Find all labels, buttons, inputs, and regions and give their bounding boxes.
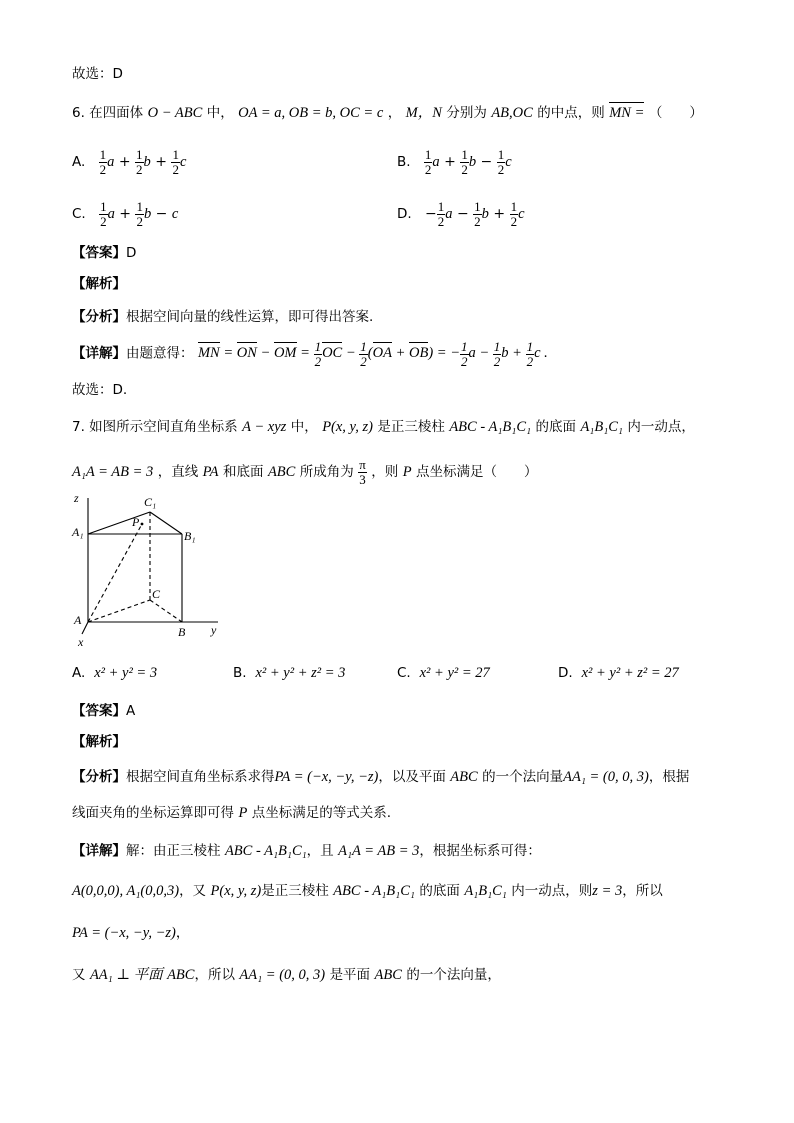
q7-option-c[interactable]: [397, 666, 490, 681]
q6-text-c: 中，: [206, 105, 234, 121]
q7-option-a[interactable]: [72, 666, 157, 681]
option-expr: x² + y² + z² = 3: [255, 665, 346, 681]
option-expr: x² + y² + z² = 27: [581, 665, 679, 681]
q7-xj-2: ，且: [306, 843, 334, 859]
q7-l2-z: z = 3: [592, 883, 623, 899]
q7-stem-line1: [72, 420, 695, 435]
q6-option-b-label: B.: [397, 154, 411, 171]
q7-fenxi-1: 根据空间直角坐标系求得: [126, 769, 275, 785]
q6-option-c-label: C.: [72, 206, 86, 223]
q7-xj-line1: [72, 844, 541, 859]
q7-fenxi-6: 点坐标满足的等式关系.: [251, 805, 392, 821]
q7-l4-c: ，所以: [194, 967, 235, 983]
q6-answer: D: [126, 245, 137, 261]
label-b1: B₁: [184, 529, 196, 543]
frac: $\frac{1}{2}$: [100, 199, 107, 229]
q7-system: A − xyz: [242, 419, 287, 435]
label-a1: A₁: [72, 525, 84, 539]
option-label: C.: [397, 665, 411, 681]
q7-fenxi-5: 线面夹角的坐标运算即可得: [72, 805, 234, 821]
prev-answer-line: 故选：D: [72, 66, 123, 82]
q7-stem-line2: [72, 458, 538, 486]
label-z: z: [74, 491, 79, 505]
answer-tag: 【答案】: [72, 245, 126, 261]
q7-text-5: 内一动点，: [627, 419, 695, 435]
q7-coords: A(0,0,0), A₁(0,0,3): [72, 883, 180, 899]
q6-fenxi-text: 根据空间向量的线性运算，即可得出答案.: [126, 309, 374, 325]
q7-option-b[interactable]: [233, 666, 345, 681]
point-p: [141, 523, 144, 526]
frac: $\frac{1}{2}$: [437, 199, 445, 229]
frac: $\frac{1}{2}$: [136, 199, 143, 229]
q7-text-9: ，则: [371, 464, 399, 481]
q7-xj-line3: [72, 926, 189, 941]
frac: $\frac{1}{2}$: [99, 147, 107, 177]
option-expr: x² + y² = 27: [419, 665, 490, 681]
label-y: y: [211, 623, 217, 637]
label-p: P: [132, 515, 140, 529]
q6-text-f: 分别为: [446, 105, 487, 121]
q6-derivation: MN = ON − OM = $\frac{1}{2}$ OC − $\frac{1}{2}$ (OA + OB) = − $\frac{1}{2}$ a − $\frac{1}{2}$ b + $\frac{1}{2}$ c .: [197, 339, 548, 369]
q6-option-b[interactable]: B. $\frac{1}{2}$ a + $\frac{1}{2}$ b − $\frac{1}{2}$ c: [397, 147, 512, 177]
frac: $\frac{1}{2}$: [461, 147, 468, 177]
edge-c-b: [150, 600, 182, 622]
q7-l2-e: 内一动点，则: [511, 883, 593, 899]
q7-fenxi-p: P: [238, 805, 248, 821]
q7-l4-b: AA₁ ⊥ 平面: [89, 967, 163, 983]
q7-fenxi-abc: ABC: [450, 769, 478, 785]
q6-stem-text: 6. 在四面体: [72, 105, 144, 121]
pi-over-3: $\frac{\pi}{3}$: [359, 457, 366, 487]
q6-points: M，N: [405, 105, 442, 121]
label-a: A: [74, 613, 82, 627]
q6-xiangjie-text: 由题意得：: [126, 345, 194, 362]
fenxi-tag: 【分析】: [72, 769, 126, 785]
q7-xj-line4: [72, 968, 501, 983]
q7-l4-abc2: ABC: [374, 967, 402, 983]
q7-l4-d: AA₁ = (0, 0, 3): [239, 967, 326, 983]
q6-conclusion: 故选：D.: [72, 382, 128, 398]
q6-option-c[interactable]: C. $\frac{1}{2}$ a + $\frac{1}{2}$ b − c: [72, 199, 179, 229]
q6-option-d[interactable]: D. − $\frac{1}{2}$ a − $\frac{1}{2}$ b + $\frac{1}{2}$ c: [397, 199, 525, 229]
frac: $\frac{1}{2}$: [424, 147, 432, 177]
q7-l3-pa: PA = (−x, −y, −z): [72, 925, 176, 941]
q7-l2-b: ，又: [179, 883, 207, 899]
q7-xj-1: 解：由正三棱柱: [126, 843, 221, 859]
label-c1: C₁: [144, 495, 157, 509]
option-label: D.: [558, 665, 573, 681]
edge-a-c: [88, 600, 150, 622]
q7-text-7: 和底面: [222, 464, 264, 481]
q7-base: A₁B₁C₁: [580, 419, 623, 435]
q7-p: P: [402, 464, 412, 481]
option-label: A.: [72, 665, 86, 681]
q7-prism: ABC - A₁B₁C₁: [449, 419, 532, 435]
q7-fenxi-line1: [72, 770, 689, 785]
q6-xiangjie-line: [72, 340, 548, 368]
q7-l2-c: 是正三棱柱: [261, 883, 329, 899]
q7-option-d[interactable]: [558, 666, 679, 681]
q7-l2-point: P(x, y, z): [210, 883, 262, 899]
frac: $\frac{1}{2}$: [497, 147, 505, 177]
option-label: B.: [233, 665, 247, 681]
label-b: B: [178, 625, 186, 639]
q6-text-h: 的中点，则: [537, 105, 605, 121]
q6-stem: [72, 106, 703, 121]
q6-paren: （ ）: [648, 105, 703, 121]
frac: $\frac{1}{2}$: [510, 199, 518, 229]
q6-tetra: O − ABC: [147, 105, 203, 121]
q6-answer-line: [72, 246, 136, 261]
q7-fenxi-line2: [72, 806, 391, 821]
edge-c1-b1: [150, 512, 182, 534]
edge-a1-c1: [88, 512, 150, 534]
frac: $\frac{1}{2}$: [172, 147, 179, 177]
q7-abc: ABC: [267, 464, 296, 481]
q7-l2-f: ，所以: [622, 883, 663, 899]
q6-option-d-label: D.: [397, 206, 412, 223]
q7-l4-e: 是平面: [329, 967, 371, 983]
answer-tag: 【答案】: [72, 703, 126, 719]
q7-xj-line2: [72, 884, 663, 899]
q7-fenxi-3: 的一个法向量: [482, 769, 564, 785]
frac: $\frac{1}{2}$: [136, 147, 143, 177]
q7-text-3: 是正三棱柱: [377, 419, 445, 435]
q7-pa: PA: [202, 464, 219, 481]
q7-fenxi-pa: PA = (−x, −y, −z): [274, 769, 379, 785]
option-expr: x² + y² = 3: [94, 665, 158, 681]
q7-answer: A: [126, 703, 136, 719]
q7-l2-d: 的底面: [419, 883, 460, 899]
q7-text-10: 点坐标满足（ ）: [416, 464, 538, 481]
q7-text-6: ，直线: [157, 464, 199, 481]
q6-text-d: ，: [387, 105, 402, 121]
q7-xj-cond: A₁A = AB = 3: [338, 843, 420, 859]
q6-mn-vector: MN =: [609, 105, 645, 121]
q7-text-4: 的底面: [535, 419, 576, 435]
q7-l4-a: 又: [72, 967, 86, 983]
xiangjie-tag: 【详解】: [72, 345, 126, 362]
q7-l4-abc: ABC: [167, 967, 195, 983]
q7-fenxi-2: ，以及平面: [378, 769, 446, 785]
prism-figure: [70, 490, 230, 648]
q6-analysis-tag: 【解析】: [72, 276, 126, 292]
q7-xj-prism: ABC - A₁B₁C₁: [224, 843, 307, 859]
q7-text-2: 中，: [290, 419, 318, 435]
q7-xj-3: ，根据坐标系可得：: [419, 843, 541, 859]
q7-analysis-tag: 【解析】: [72, 734, 126, 750]
label-c: C: [152, 587, 161, 601]
q7-fenxi-aa1: AA₁ = (0, 0, 3): [563, 769, 649, 785]
frac: $\frac{1}{2}$: [474, 199, 481, 229]
q7-point: P(x, y, z): [322, 419, 373, 435]
q7-text-8: 所成角为: [299, 464, 354, 481]
xiangjie-tag: 【详解】: [72, 843, 126, 859]
q7-l2-prism: ABC - A₁B₁C₁: [333, 883, 415, 899]
q6-vectors: OA = a, OB = b, OC = c: [238, 105, 384, 121]
q7-stem-text: 7. 如图所示空间直角坐标系: [72, 419, 238, 435]
q6-segments: AB,OC: [491, 105, 533, 121]
q7-l4-f: 的一个法向量，: [406, 967, 501, 983]
q6-fenxi-line: [72, 310, 373, 325]
label-x: x: [78, 635, 84, 648]
q7-l3-end: ，: [175, 925, 190, 941]
segment-pa: [88, 524, 142, 622]
q6-option-a[interactable]: A. $\frac{1}{2}$ a + $\frac{1}{2}$ b + $\frac{1}{2}$ c: [72, 147, 187, 177]
q7-l2-base: A₁B₁C₁: [464, 883, 507, 899]
q7-answer-line: [72, 704, 135, 719]
q6-option-a-label: A.: [72, 154, 86, 171]
x-axis: [82, 622, 88, 634]
q7-fenxi-4: ，根据: [648, 769, 690, 785]
q7-condition: A₁A = AB = 3: [72, 464, 154, 481]
fenxi-tag: 【分析】: [72, 309, 126, 325]
